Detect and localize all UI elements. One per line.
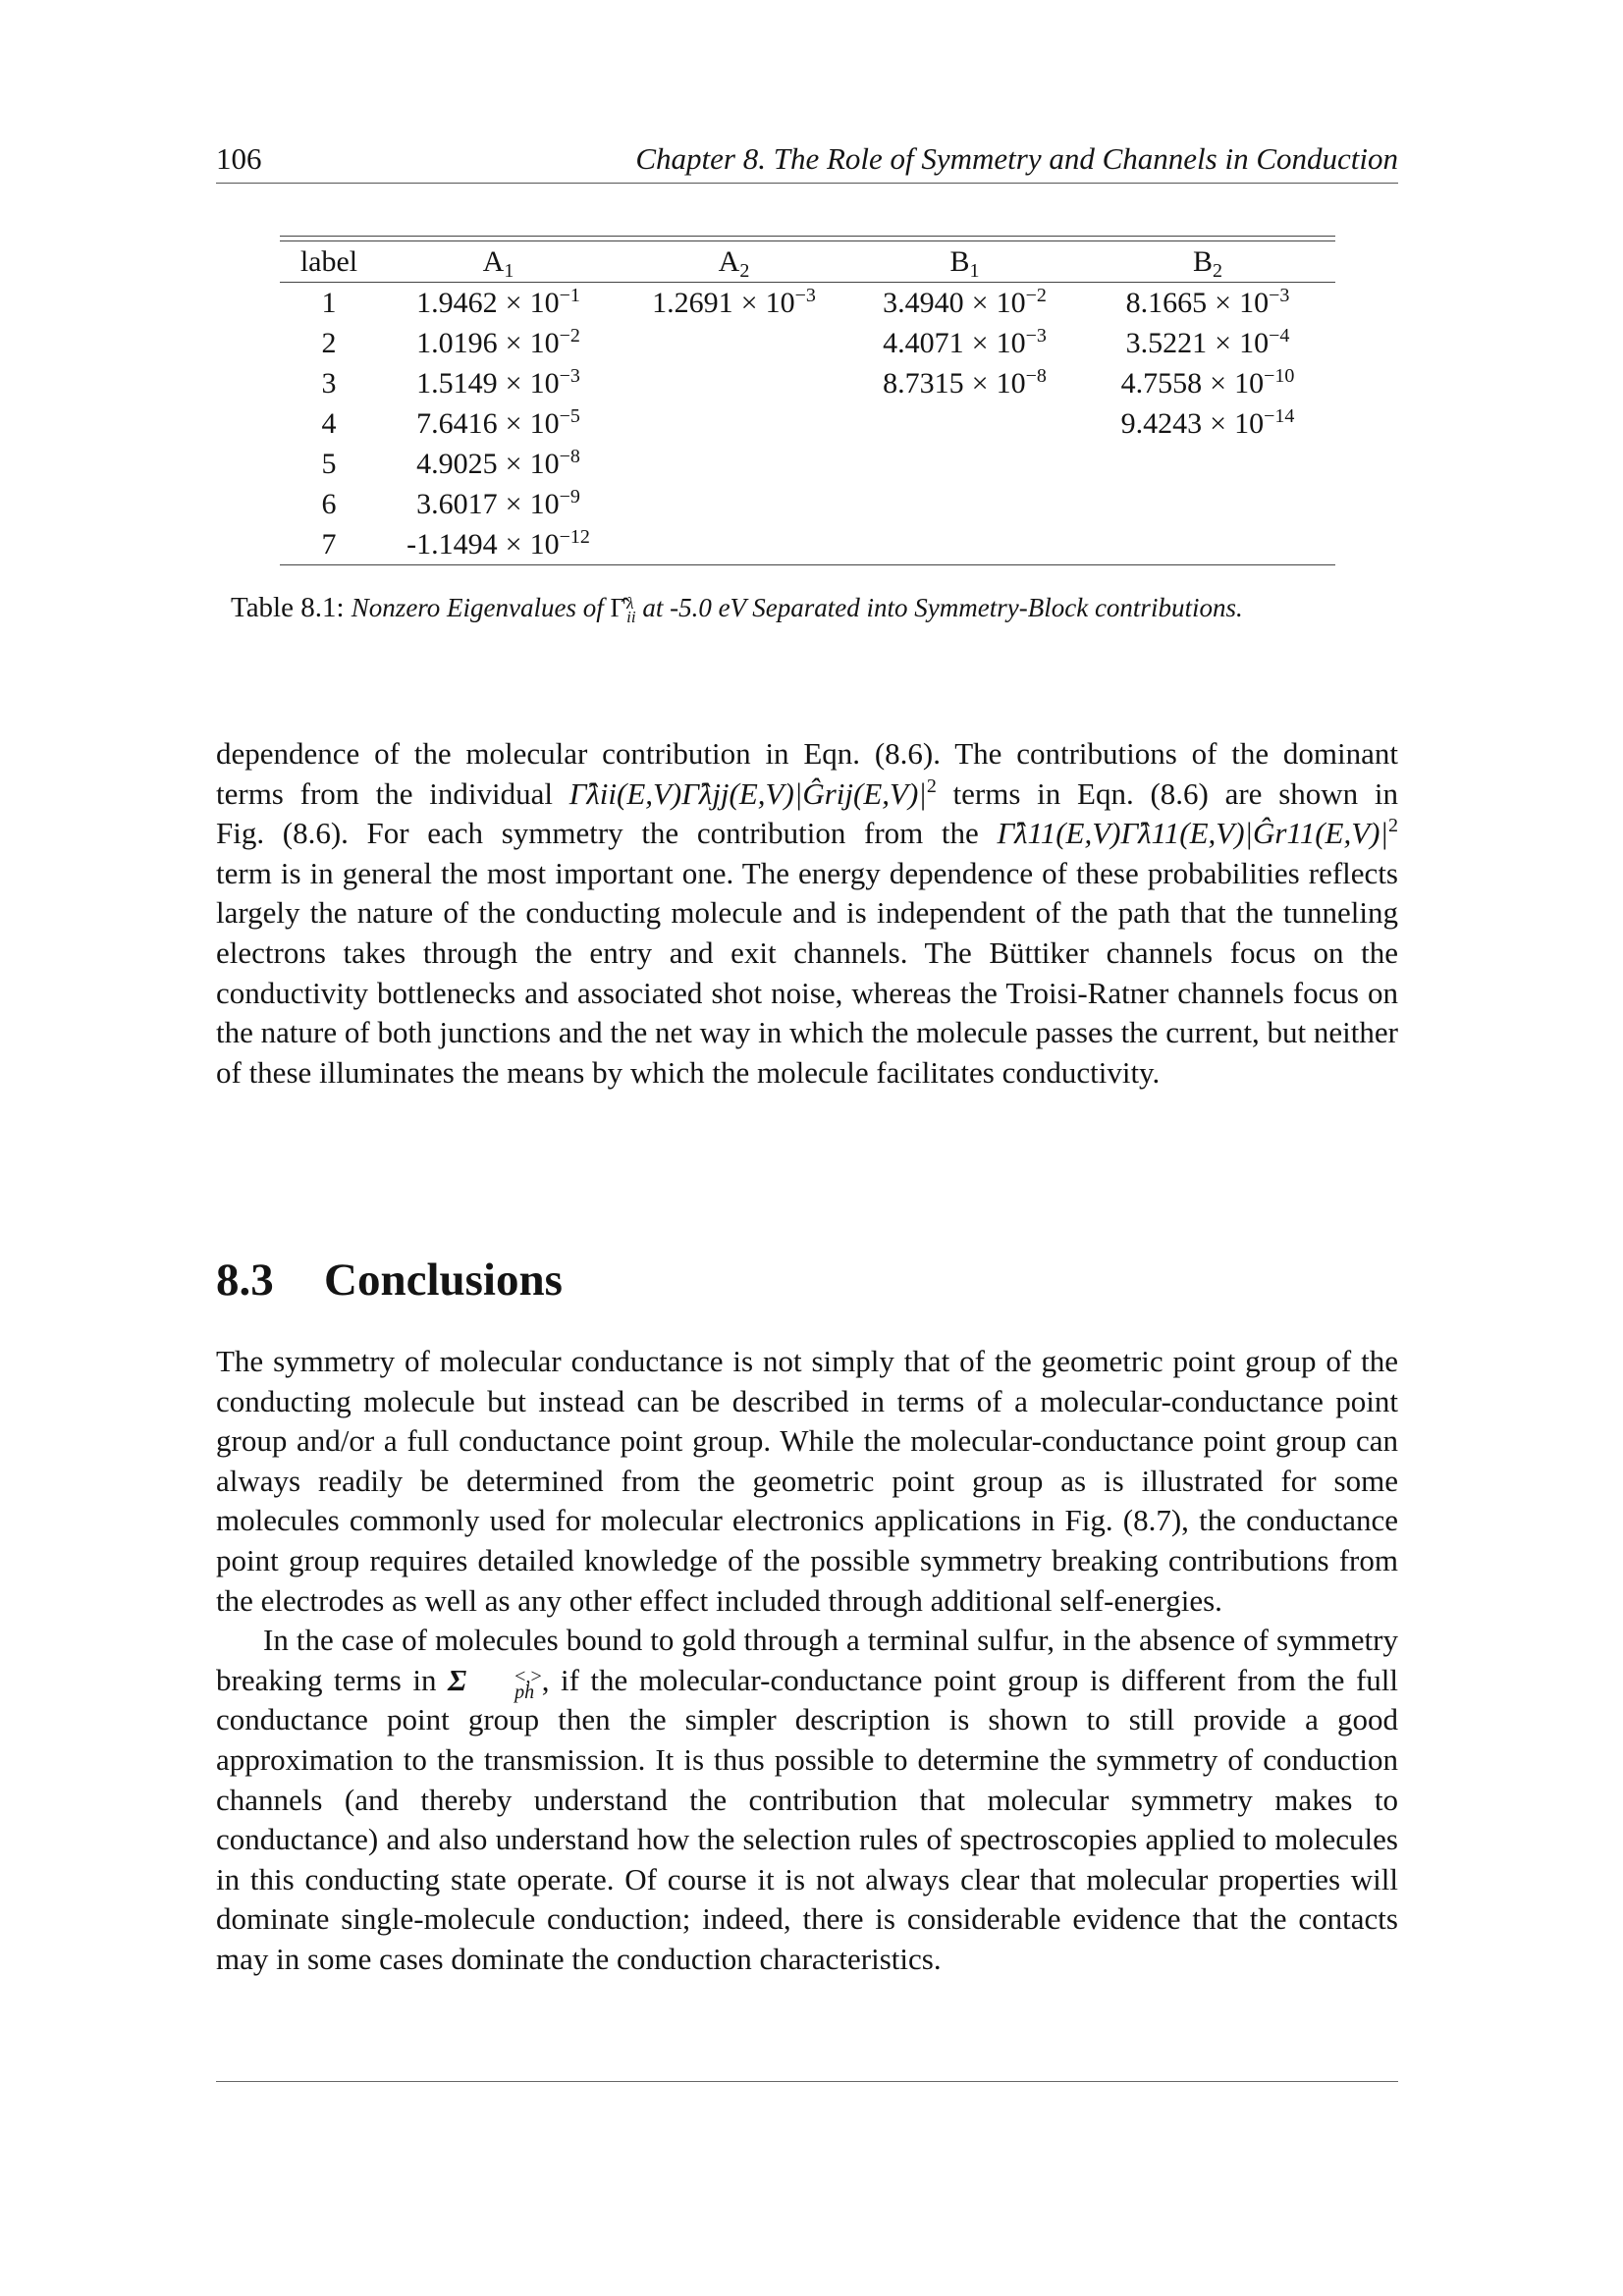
table-cell (1080, 444, 1335, 484)
equation-inline: Γ̂λii(E,V)Γ̂λjj(E,V)|Ĝrij(E,V)| (568, 775, 927, 811)
paragraph-dependence (216, 734, 1398, 1093)
row-label: 3 (321, 367, 337, 400)
col-header-a2: $A_2$ (718, 245, 750, 282)
table-cell (1080, 524, 1335, 565)
paragraph-line: terms from the individual $\Gammâ\lambda ii(E,V)\Gammâ\lambda jj(E,V)|Ĝrij(E,V)|^2$ terms in Eqn. (8.6) are shown in (216, 774, 1398, 811)
table-row (280, 484, 1335, 524)
paragraph-symmetry: The symmetry of molecular conductance is not simply that of the geometric point group of the conducting molecule but instead can be described in terms of a molecular-conductance point group and/or a full conductance point group. While the molecular-conductance point group can always readily be determined from the geometric point group as is illustrated for some molecules commonly used for molecular electronics applications in Fig. (8.7), the conductance point group requires detailed knowledge of the possible symmetry breaking contributions from the electrodes as well as any other effect included through additional self-energies. (216, 1344, 1398, 1618)
running-header (216, 137, 1398, 184)
row-label: 4 (321, 407, 337, 440)
table-cell (619, 363, 849, 403)
paragraph-text: term is in general the most important one. The energy dependence of these probabilities reflects largely the nature of the conducting molecule and is independent of the path that the tunneling electrons takes through the entry and exit channels. The Büttiker channels focus on the conductivity bottlenecks and associated shot noise, whereas the Troisi-Ratner channels focus on the nature of both junctions and the net way in which the molecule passes the current, but neither of these illuminates the means by which the molecule facilitates conductivity. (216, 855, 1398, 1090)
equation-inline: Γ̂λ11(E,V)Γ̂λ11(E,V)|Ĝr11(E,V)| (997, 816, 1388, 851)
table-cell: $1.9462 \times 10^{-1}$ (416, 285, 580, 319)
table-header-row (280, 241, 1335, 283)
eigenvalue-table (280, 241, 1335, 565)
col-header-a1: $A_1$ (482, 245, 514, 282)
paragraph-gold: In the case of molecules bound to gold through a terminal sulfur, in the absence of symmetry breaking terms in Σ <,> ph , if the molecular-conductance point group is different from the full conductance point group then the simpler description is shown to still provide a good approximation to the transmission. It is thus possible to determine the symmetry of conduction channels (and thereby understand the contribution that molecular symmetry makes to conductance) and also understand how the selection rules of spectroscopies applied to molecules in this conducting state operate. Of course it is not always clear that molecular properties will dominate single-molecule conduction; indeed, there is considerable evidence that the contacts may in some cases dominate the conduction characteristics. (216, 1623, 1398, 1976)
table-cell: $4.9025 \times 10^{-8}$ (416, 446, 580, 480)
table-cell (619, 524, 849, 565)
table-cell: $8.7315 \times 10^{-8}$ (883, 365, 1047, 400)
table-row (280, 283, 1335, 324)
page (216, 0, 1398, 2296)
table-cell (849, 403, 1080, 444)
table-cell (849, 484, 1080, 524)
caption-label: Table 8.1: (231, 592, 345, 623)
row-label: 5 (321, 448, 337, 480)
row-label: 1 (321, 287, 337, 319)
section-number: 8.3 (216, 1255, 274, 1306)
table-cell (1080, 484, 1335, 524)
table-cell: $4.4071 \times 10^{-3}$ (883, 325, 1047, 359)
table-cell: $8.1665 \times 10^{-3}$ (1125, 285, 1290, 319)
table-cell (619, 323, 849, 363)
table-body (280, 283, 1335, 565)
section-heading (216, 1254, 563, 1307)
eigenvalue-table-wrapper (280, 236, 1335, 565)
table-row (280, 444, 1335, 484)
row-label: 6 (321, 488, 337, 520)
paragraph-line: Fig. (8.6). For each symmetry the contribution from the $\Gammâ\lambda 11(E,V)\Gammâ\lambda 11(E,V)|Ĝr11(E,V)|^2$ (216, 815, 1398, 851)
table-cell (849, 444, 1080, 484)
chapter-title: Chapter 8. The Role of Symmetry and Channels in Conduction (635, 141, 1398, 176)
footer-rule (216, 2081, 1398, 2082)
col-header-label: label (299, 245, 358, 278)
caption-text: Nonzero Eigenvalues of Γ̂ λ ii at -5.0 eV Separated into Symmetry-Block contributions. (351, 593, 1243, 626)
table-row (280, 323, 1335, 363)
table-row (280, 363, 1335, 403)
col-header-b2: $B_2$ (1192, 245, 1222, 282)
row-label: 2 (321, 327, 337, 359)
table-cell (619, 484, 849, 524)
col-header-b1: $B_1$ (949, 245, 980, 282)
section-title: Conclusions (324, 1255, 563, 1306)
table-cell (619, 444, 849, 484)
table-cell: $-1.1494 \times 10^{-12}$ (406, 526, 590, 561)
paragraph-line: dependence of the molecular contribution in Eqn. (8.6). The contributions of the dominant (216, 736, 1398, 771)
table-cell: $1.2691 \times 10^{-3}$ (652, 285, 816, 319)
table-caption (231, 592, 1399, 624)
conclusions-text (216, 1342, 1398, 1980)
table-row (280, 524, 1335, 565)
page-number: 106 (216, 141, 262, 176)
table-cell: $3.4940 \times 10^{-2}$ (883, 285, 1047, 319)
table-cell: $1.5149 \times 10^{-3}$ (416, 365, 580, 400)
table-cell (849, 524, 1080, 565)
table-cell: $1.0196 \times 10^{-2}$ (416, 325, 580, 359)
table-cell (619, 403, 849, 444)
row-label: 7 (321, 528, 337, 561)
table-cell: $7.6416 \times 10^{-5}$ (416, 405, 580, 440)
table-cell: $3.6017 \times 10^{-9}$ (416, 486, 580, 520)
table-cell: $9.4243 \times 10^{-14}$ (1120, 405, 1295, 440)
table-cell: $3.5221 \times 10^{-4}$ (1125, 325, 1290, 359)
table-cell: $4.7558 \times 10^{-10}$ (1120, 365, 1295, 400)
table-row (280, 403, 1335, 444)
